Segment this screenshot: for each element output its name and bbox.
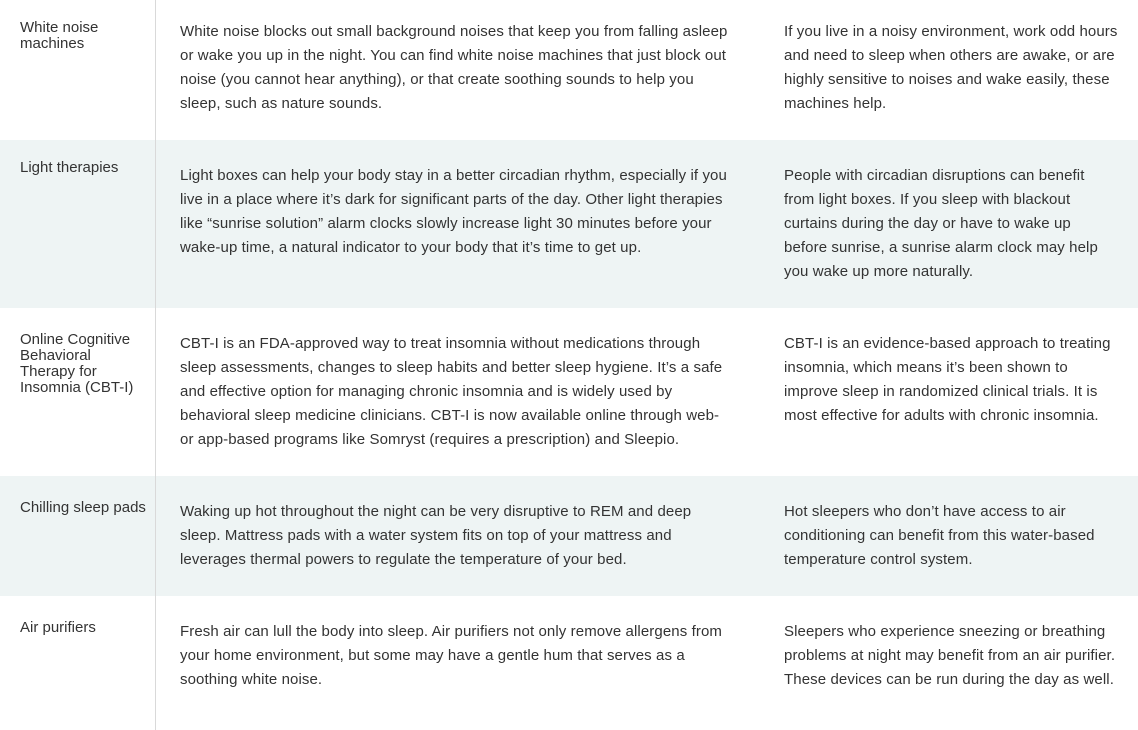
table-row bbox=[0, 140, 1138, 308]
row-who-benefits: CBT-I is an evidence-based approach to treating insomnia, which means it’s been shown to improve sleep in randomized clinical trials. It is most effective for adults with chronic insomnia. bbox=[784, 335, 1111, 424]
row-name-cell bbox=[0, 596, 156, 730]
description-cell bbox=[156, 0, 760, 140]
description-cell bbox=[156, 476, 760, 596]
row-name: Chilling sleep pads bbox=[20, 499, 146, 516]
row-name: Air purifiers bbox=[20, 619, 96, 636]
row-name: White noise machines bbox=[20, 19, 99, 52]
row-description: CBT-I is an FDA-approved way to treat insomnia without medications through sleep assessments, changes to sleep habits and better sleep hygiene. It’s a safe and effective option for managing chronic insomnia and is widely used by behavioral sleep medicine clinicians. CBT-I is now available online through web- or app-based programs like Somryst (requires a prescription) and Sleepio. bbox=[180, 335, 723, 448]
table-row bbox=[0, 0, 1138, 140]
row-name-cell bbox=[0, 0, 156, 140]
description-cell bbox=[156, 596, 760, 730]
row-name: Light therapies bbox=[20, 159, 119, 176]
description-cell bbox=[156, 308, 760, 476]
table-row bbox=[0, 596, 1138, 730]
row-who-benefits: Sleepers who experience sneezing or breathing problems at night may benefit from an air purifier. These devices can be run during the day as well. bbox=[784, 623, 1116, 688]
row-description: Light boxes can help your body stay in a better circadian rhythm, especially if you live in a place where it’s dark for significant parts of the day. Other light therapies like “sunrise solution” alarm clocks slowly increase light 30 minutes before your wake-up time, a natural indicator to your body that it’s time to get up. bbox=[180, 167, 727, 256]
row-description: Waking up hot throughout the night can be very disruptive to REM and deep sleep. Mattress pads with a water system fits on top of your mattress and leverages thermal powers to regulate the temperature of your bed. bbox=[180, 503, 692, 568]
row-who-benefits: Hot sleepers who don’t have access to air conditioning can benefit from this water-based temperature control system. bbox=[784, 503, 1095, 568]
row-who-benefits: People with circadian disruptions can benefit from light boxes. If you sleep with blackout curtains during the day or have to wake up before sunrise, a sunrise alarm clock may help you wake up more naturally. bbox=[784, 167, 1098, 280]
row-name-cell bbox=[0, 140, 156, 308]
row-description: White noise blocks out small background noises that keep you from falling asleep or wake you up in the night. You can find white noise machines that just block out noise (you cannot hear anything), or that create soothing sounds to help you sleep, such as nature sounds. bbox=[180, 23, 728, 112]
row-name: Online Cognitive Behavioral Therapy for Insomnia (CBT-I) bbox=[20, 331, 134, 396]
who-benefits-cell bbox=[760, 476, 1138, 596]
who-benefits-cell bbox=[760, 596, 1138, 730]
who-benefits-cell bbox=[760, 140, 1138, 308]
who-benefits-cell bbox=[760, 0, 1138, 140]
row-who-benefits: If you live in a noisy environment, work odd hours and need to sleep when others are awake, or are highly sensitive to noises and wake easily, these machines help. bbox=[784, 23, 1118, 112]
row-name-cell bbox=[0, 308, 156, 476]
row-name-cell bbox=[0, 476, 156, 596]
who-benefits-cell bbox=[760, 308, 1138, 476]
table-row bbox=[0, 308, 1138, 476]
row-description: Fresh air can lull the body into sleep. Air purifiers not only remove allergens from your home environment, but some may have a gentle hum that serves as a soothing white noise. bbox=[180, 623, 722, 688]
description-cell bbox=[156, 140, 760, 308]
table-row bbox=[0, 476, 1138, 596]
